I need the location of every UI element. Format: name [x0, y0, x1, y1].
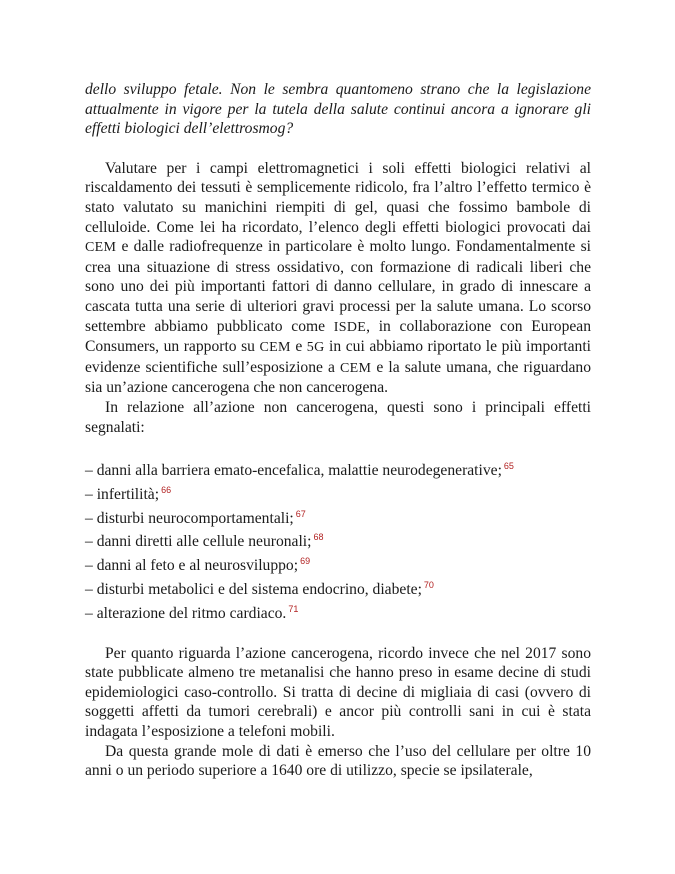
list-item	[85, 600, 591, 624]
text-run: , in collaborazione con European Consumers, un rapporto su	[85, 317, 592, 356]
footnote-ref[interactable]: 65	[503, 461, 514, 472]
abbr-isde: ISDE	[333, 319, 367, 335]
list-item	[85, 457, 591, 481]
abbr-cem: CEM	[85, 240, 117, 256]
text-run: e la salute umana, che riguardano sia un’azione cancerogena che non cancerogena.	[85, 358, 591, 397]
list-item-text: – disturbi neurocomportamentali;	[85, 509, 294, 527]
document-page	[85, 80, 591, 781]
list-item-text: – infertilità;	[85, 485, 160, 503]
list-item-text: – danni diretti alle cellule neuronali;	[85, 533, 312, 551]
paragraph-data-findings: Da questa grande mole di dati è emerso che l’uso del cellulare per oltre 10 anni o un periodo superiore a 1640 ore di utilizzo, specie se ipsilaterale,	[85, 742, 591, 780]
list-item-text: – danni alla barriera emato-encefalica, malattie neurodegenerative;	[85, 462, 502, 480]
paragraph-non-carcinogenic-intro: In relazione all’azione non cancerogena, questi sono i principali effetti segnalati:	[85, 398, 591, 436]
paragraph-thermal-effects	[85, 159, 591, 398]
list-item	[85, 528, 591, 552]
abbr-cem: CEM	[340, 360, 372, 376]
paragraph-gap	[85, 437, 591, 457]
footnote-ref[interactable]: 71	[288, 603, 299, 614]
list-item-text: – alterazione del ritmo cardiaco.	[85, 604, 287, 622]
text-run: e	[290, 338, 307, 356]
footnote-ref[interactable]: 66	[161, 484, 172, 495]
effects-list	[85, 457, 591, 624]
footnote-ref[interactable]: 69	[300, 556, 311, 567]
paragraph-question: dello sviluppo fetale. Non le sembra quantomeno strano che la legislazione attualmente in vigore per la tutela della salute continui ancora a ignorare gli effetti biologici dell’elettrosmog?	[85, 81, 591, 138]
list-item	[85, 481, 591, 505]
list-item-text: – disturbi metabolici e del sistema endocrino, diabete;	[85, 581, 422, 599]
text-run: e dalle radiofrequenze in particolare è molto lungo. Fondamentalmente si crea una situazione di stress ossidativo, con formazione di radicali liberi che sono uno dei più importanti fattori di danno cellulare, in grado di innescare a cascata tutta una serie di ulteriori gravi processi per la salute umana. Lo scorso settembre abbiamo pubblicato come	[85, 238, 591, 335]
footnote-ref[interactable]: 68	[313, 532, 324, 543]
list-item	[85, 505, 591, 529]
text-run: in cui abbiamo riportato le più importanti evidenze scientifiche sull’esposizione a	[85, 338, 592, 376]
paragraph-carcinogenic: Per quanto riguarda l’azione cancerogena, ricordo invece che nel 2017 sono state pubblicate almeno tre metanalisi che hanno preso in esame decine di studi epidemiologici caso-controllo. Si tratta di decine di migliaia di casi (ovvero di soggetti affetti da tumori cerebrali) e ancor più controlli sani in cui è stata indagata l’esposizione a telefoni mobili.	[85, 644, 591, 741]
footnote-ref[interactable]: 67	[295, 508, 306, 519]
list-item-text: – danni al feto e al neurosviluppo;	[85, 557, 299, 575]
abbr-cem: CEM	[259, 340, 291, 356]
list-item	[85, 576, 591, 600]
text-run: Valutare per i campi elettromagnetici i soli effetti biologici relativi al riscaldamento dei tessuti è semplicemente ridicolo, fra l’altro l’effetto termico è stato valutato su manichini riempiti di gel, quasi che fossimo bambole di celluloide. Come lei ha ricordato, l’elenco degli effetti biologici provocati dai	[85, 159, 591, 236]
paragraph-gap	[85, 139, 591, 159]
list-item	[85, 552, 591, 576]
footnote-ref[interactable]: 70	[423, 580, 434, 591]
paragraph-gap	[85, 624, 591, 644]
abbr-5g: 5G	[306, 340, 325, 356]
